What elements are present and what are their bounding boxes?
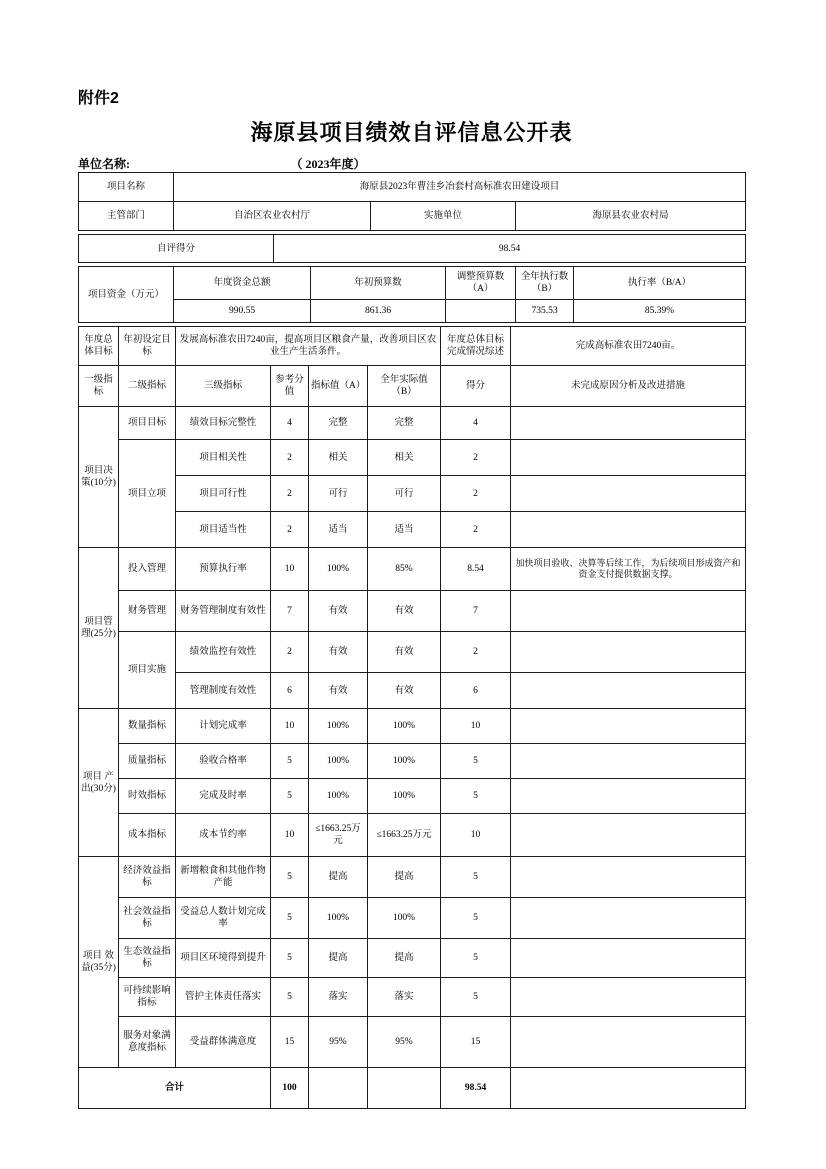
score-table [78,234,746,263]
self-score-label: 自评得分 [79,235,274,263]
ref-cell: 10 [271,548,309,591]
level2-cell: 数量指标 [119,709,176,744]
funds-table [78,266,746,323]
level3-cell: 计划完成率 [176,709,271,744]
note-cell [511,779,746,814]
unit-name-label: 单位名称: [78,157,130,171]
table-row [79,267,746,300]
target-cell: 100% [309,709,368,744]
header-level3: 三级指标 [176,366,271,407]
level3-cell: 项目可行性 [176,476,271,512]
table-row [79,814,746,857]
funds-value-adjusted [446,300,516,323]
ref-cell: 7 [271,591,309,632]
level3-cell: 新增粮食和其他作物产能 [176,857,271,898]
ref-cell: 10 [271,814,309,857]
actual-cell: 有效 [368,591,441,632]
actual-cell: ≤1663.25万元 [368,814,441,857]
table-row [79,939,746,978]
actual-cell: 提高 [368,857,441,898]
note-cell [511,744,746,779]
note-cell [511,939,746,978]
funds-value-rate: 85.39% [574,300,746,323]
goal-set-text: 发展高标准农田7240亩，提高项目区粮食产量，改善项目区农业生产生活条件。 [176,327,441,366]
score-cell: 8.54 [441,548,511,591]
note-cell [511,440,746,476]
level2-cell: 经济效益指标 [119,857,176,898]
table-row [79,407,746,440]
target-cell: 100% [309,779,368,814]
header-score: 得分 [441,366,511,407]
header-level2: 二级指标 [119,366,176,407]
level3-cell: 项目适当性 [176,512,271,548]
note-cell [511,673,746,709]
table-row [79,202,746,231]
ref-cell: 5 [271,939,309,978]
impl-label: 实施单位 [371,202,516,231]
level3-cell: 管护主体责任落实 [176,978,271,1017]
ref-cell: 6 [271,673,309,709]
target-cell: 95% [309,1017,368,1068]
note-cell [511,1017,746,1068]
score-cell: 6 [441,673,511,709]
target-cell: 相关 [309,440,368,476]
total-actual [368,1068,441,1109]
table-row [79,898,746,939]
ref-cell: 5 [271,978,309,1017]
total-target [309,1068,368,1109]
actual-cell: 落实 [368,978,441,1017]
table-row [79,512,746,548]
attachment-label: 附件2 [78,90,119,107]
note-cell [511,857,746,898]
score-cell: 10 [441,709,511,744]
group-benefit-label: 项目 效益(35分) [79,857,119,1068]
level2-cell: 社会效益指标 [119,898,176,939]
subtitle-line [78,152,745,172]
score-cell: 2 [441,632,511,673]
ref-cell: 5 [271,898,309,939]
actual-cell: 有效 [368,632,441,673]
funds-value-executed: 735.53 [516,300,574,323]
target-cell: 提高 [309,857,368,898]
annual-goal-row [79,327,746,366]
level2-cell: 服务对象满意度指标 [119,1017,176,1068]
level3-cell: 受益总人数计划完成率 [176,898,271,939]
table-row [79,978,746,1017]
actual-cell: 100% [368,744,441,779]
level2-cell: 项目立项 [119,440,176,548]
level3-cell: 预算执行率 [176,548,271,591]
table-row [79,300,746,323]
target-cell: 100% [309,548,368,591]
level2-cell: 可持续影响指标 [119,978,176,1017]
header-analysis: 未完成原因分析及改进措施 [511,366,746,407]
note-cell [511,709,746,744]
level3-cell: 财务管理制度有效性 [176,591,271,632]
table-row [79,673,746,709]
group-output-label: 项目 产出(30分) [79,709,119,857]
ref-cell: 5 [271,857,309,898]
target-cell: 有效 [309,673,368,709]
header-ref-score: 参考分值 [271,366,309,407]
table-row [79,1017,746,1068]
score-cell: 5 [441,857,511,898]
level3-cell: 成本节约率 [176,814,271,857]
actual-cell: 100% [368,779,441,814]
level2-cell: 项目目标 [119,407,176,440]
goal-done-label: 年度总体目标完成情况综述 [441,327,511,366]
level2-cell: 投入管理 [119,548,176,591]
actual-cell: 95% [368,1017,441,1068]
actual-cell: 相关 [368,440,441,476]
funds-label: 项目资金（万元） [79,267,174,323]
funds-header-adjusted: 调整预算数（A） [446,267,516,300]
table-row [79,476,746,512]
target-cell: 完整 [309,407,368,440]
level3-cell: 绩效目标完整性 [176,407,271,440]
level3-cell: 绩效监控有效性 [176,632,271,673]
actual-cell: 完整 [368,407,441,440]
header-actual: 全年实际值（B） [368,366,441,407]
project-info-table [78,172,746,231]
note-cell [511,476,746,512]
note-cell [511,814,746,857]
level2-cell: 成本指标 [119,814,176,857]
ref-cell: 2 [271,512,309,548]
dept-value: 自治区农业农村厅 [174,202,371,231]
ref-cell: 2 [271,440,309,476]
actual-cell: 100% [368,709,441,744]
actual-cell: 有效 [368,673,441,709]
level2-cell: 时效指标 [119,779,176,814]
table-row [79,548,746,591]
table-row [79,709,746,744]
target-cell: ≤1663.25万元 [309,814,368,857]
ref-cell: 2 [271,632,309,673]
actual-cell: 适当 [368,512,441,548]
actual-cell: 85% [368,548,441,591]
level3-cell: 验收合格率 [176,744,271,779]
score-cell: 15 [441,1017,511,1068]
ref-cell: 10 [271,709,309,744]
total-ref: 100 [271,1068,309,1109]
total-row [79,1068,746,1109]
score-cell: 4 [441,407,511,440]
total-score: 98.54 [441,1068,511,1109]
score-cell: 5 [441,978,511,1017]
level3-cell: 完成及时率 [176,779,271,814]
target-cell: 提高 [309,939,368,978]
level3-cell: 项目区环境得到提升 [176,939,271,978]
level2-cell: 生态效益指标 [119,939,176,978]
header-level1: 一级指标 [79,366,119,407]
level2-cell: 质量指标 [119,744,176,779]
target-cell: 落实 [309,978,368,1017]
note-cell [511,978,746,1017]
header-target: 指标值（A） [309,366,368,407]
score-cell: 2 [441,476,511,512]
table-row [79,591,746,632]
table-row [79,632,746,673]
table-row [79,857,746,898]
document-page [78,85,745,1112]
table-row [79,173,746,202]
score-cell: 7 [441,591,511,632]
impl-value: 海原县农业农村局 [516,202,746,231]
table-row [79,779,746,814]
table-row [79,440,746,476]
actual-cell: 100% [368,898,441,939]
funds-header-executed: 全年执行数（B） [516,267,574,300]
table-row [79,744,746,779]
score-cell: 5 [441,898,511,939]
goal-set-label: 年初设定目标 [119,327,176,366]
group-decision-label: 项目决策(10分) [79,407,119,548]
ref-cell: 2 [271,476,309,512]
level2-cell: 项目实施 [119,632,176,709]
target-cell: 100% [309,744,368,779]
project-name-value: 海原县2023年曹洼乡冶套村高标准农田建设项目 [174,173,746,202]
target-cell: 有效 [309,632,368,673]
level3-cell: 管理制度有效性 [176,673,271,709]
ref-cell: 5 [271,744,309,779]
funds-header-total: 年度资金总额 [174,267,311,300]
indicators-table [78,326,746,1109]
score-cell: 2 [441,440,511,476]
score-cell: 5 [441,744,511,779]
target-cell: 可行 [309,476,368,512]
score-cell: 5 [441,779,511,814]
table-row [79,235,746,263]
annual-goal-label: 年度总体目标 [79,327,119,366]
ref-cell: 5 [271,779,309,814]
note-cell [511,512,746,548]
project-name-label: 项目名称 [79,173,174,202]
actual-cell: 提高 [368,939,441,978]
note-cell [511,632,746,673]
note-cell: 加快项目验收、决算等后续工作，为后续项目形成资产和资金支付提供数据支撑。 [511,548,746,591]
level3-cell: 项目相关性 [176,440,271,476]
funds-value-total: 990.55 [174,300,311,323]
funds-header-initial: 年初预算数 [311,267,446,300]
funds-header-rate: 执行率（B/A） [574,267,746,300]
level2-cell: 财务管理 [119,591,176,632]
ref-cell: 4 [271,407,309,440]
funds-value-initial: 861.36 [311,300,446,323]
self-score-value: 98.54 [274,235,746,263]
target-cell: 100% [309,898,368,939]
dept-label: 主管部门 [79,202,174,231]
note-cell [511,407,746,440]
note-cell [511,898,746,939]
goal-done-text: 完成高标准农田7240亩。 [511,327,746,366]
year-label: （ 2023年度） [290,157,366,171]
level3-cell: 受益群体满意度 [176,1017,271,1068]
total-note [511,1068,746,1109]
actual-cell: 可行 [368,476,441,512]
score-cell: 10 [441,814,511,857]
indicators-header-row [79,366,746,407]
page-title: 海原县项目绩效自评信息公开表 [250,120,573,145]
score-cell: 2 [441,512,511,548]
note-cell [511,591,746,632]
ref-cell: 15 [271,1017,309,1068]
target-cell: 有效 [309,591,368,632]
score-cell: 5 [441,939,511,978]
total-label: 合计 [79,1068,271,1109]
target-cell: 适当 [309,512,368,548]
group-management-label: 项目管理(25分) [79,548,119,709]
